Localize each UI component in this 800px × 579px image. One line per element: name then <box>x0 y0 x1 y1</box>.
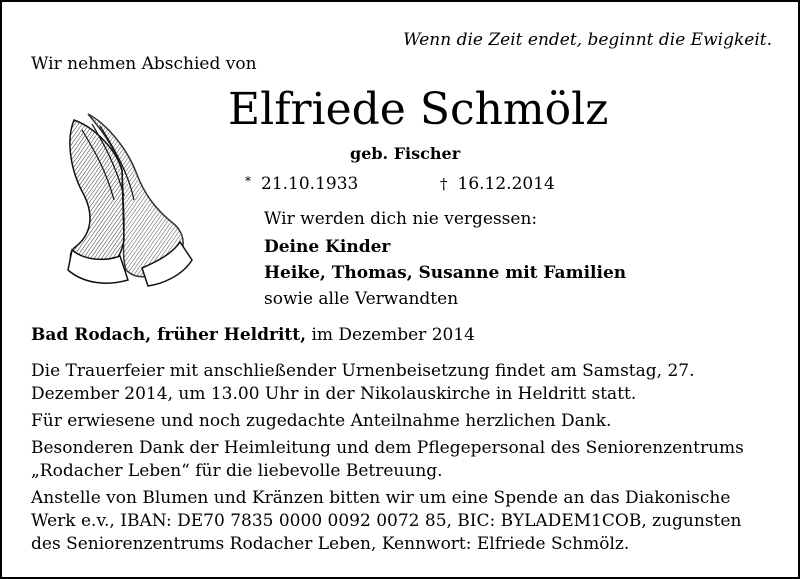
deceased-name: Elfriede Schmölz <box>228 84 609 135</box>
birth-symbol: * <box>245 174 251 188</box>
notice-body <box>31 360 773 560</box>
maiden-name: geb. Fischer <box>350 144 461 163</box>
thanks-text: Für erwiesene und noch zugedachte Anteilnahme herzlichen Dank. <box>31 411 612 431</box>
mourners-children: Deine Kinder <box>264 237 391 257</box>
intro-text: Wir nehmen Abschied von <box>31 54 257 74</box>
mourners-families: Heike, Thomas, Susanne mit Familien <box>264 263 627 283</box>
memorial-phrase: Wir werden dich nie vergessen: <box>264 209 538 229</box>
place-date-line <box>31 325 475 345</box>
birth-date: 21.10.1933 <box>261 174 359 194</box>
praying-hands-icon <box>44 110 196 288</box>
special-thanks-text: Besonderen Dank der Heimleitung und dem Pflegepersonal des Seniorenzentrums „Rodacher Leben“ für die liebevolle Betreuung. <box>31 438 744 481</box>
donation-text: Anstelle von Blumen und Kränzen bitten wir um eine Spende an das Diakonische Werk e.v., IBAN: DE70 7835 0000 0092 0072 85, BIC: BYLADEM1COB, zugunsten des Seniorenzentrums Rodacher Leben, Kennwort: Elfriede Schmölz. <box>31 488 742 554</box>
mourners-relatives: sowie alle Verwandten <box>264 289 459 309</box>
funeral-info: Die Trauerfeier mit anschließender Urnenbeisetzung findet am Samstag, 27. Dezember 2014, um 13.00 Uhr in der Nikolauskirche in Heldritt statt. <box>31 361 695 404</box>
birth-date-line <box>245 174 358 194</box>
place-date: im Dezember 2014 <box>306 325 475 345</box>
place-name: Bad Rodach, früher Heldritt, <box>31 325 307 345</box>
death-date-line <box>440 174 555 194</box>
death-symbol: † <box>440 175 448 193</box>
motto: Wenn die Zeit endet, beginnt die Ewigkeit. <box>403 30 772 50</box>
death-date: 16.12.2014 <box>457 174 555 194</box>
